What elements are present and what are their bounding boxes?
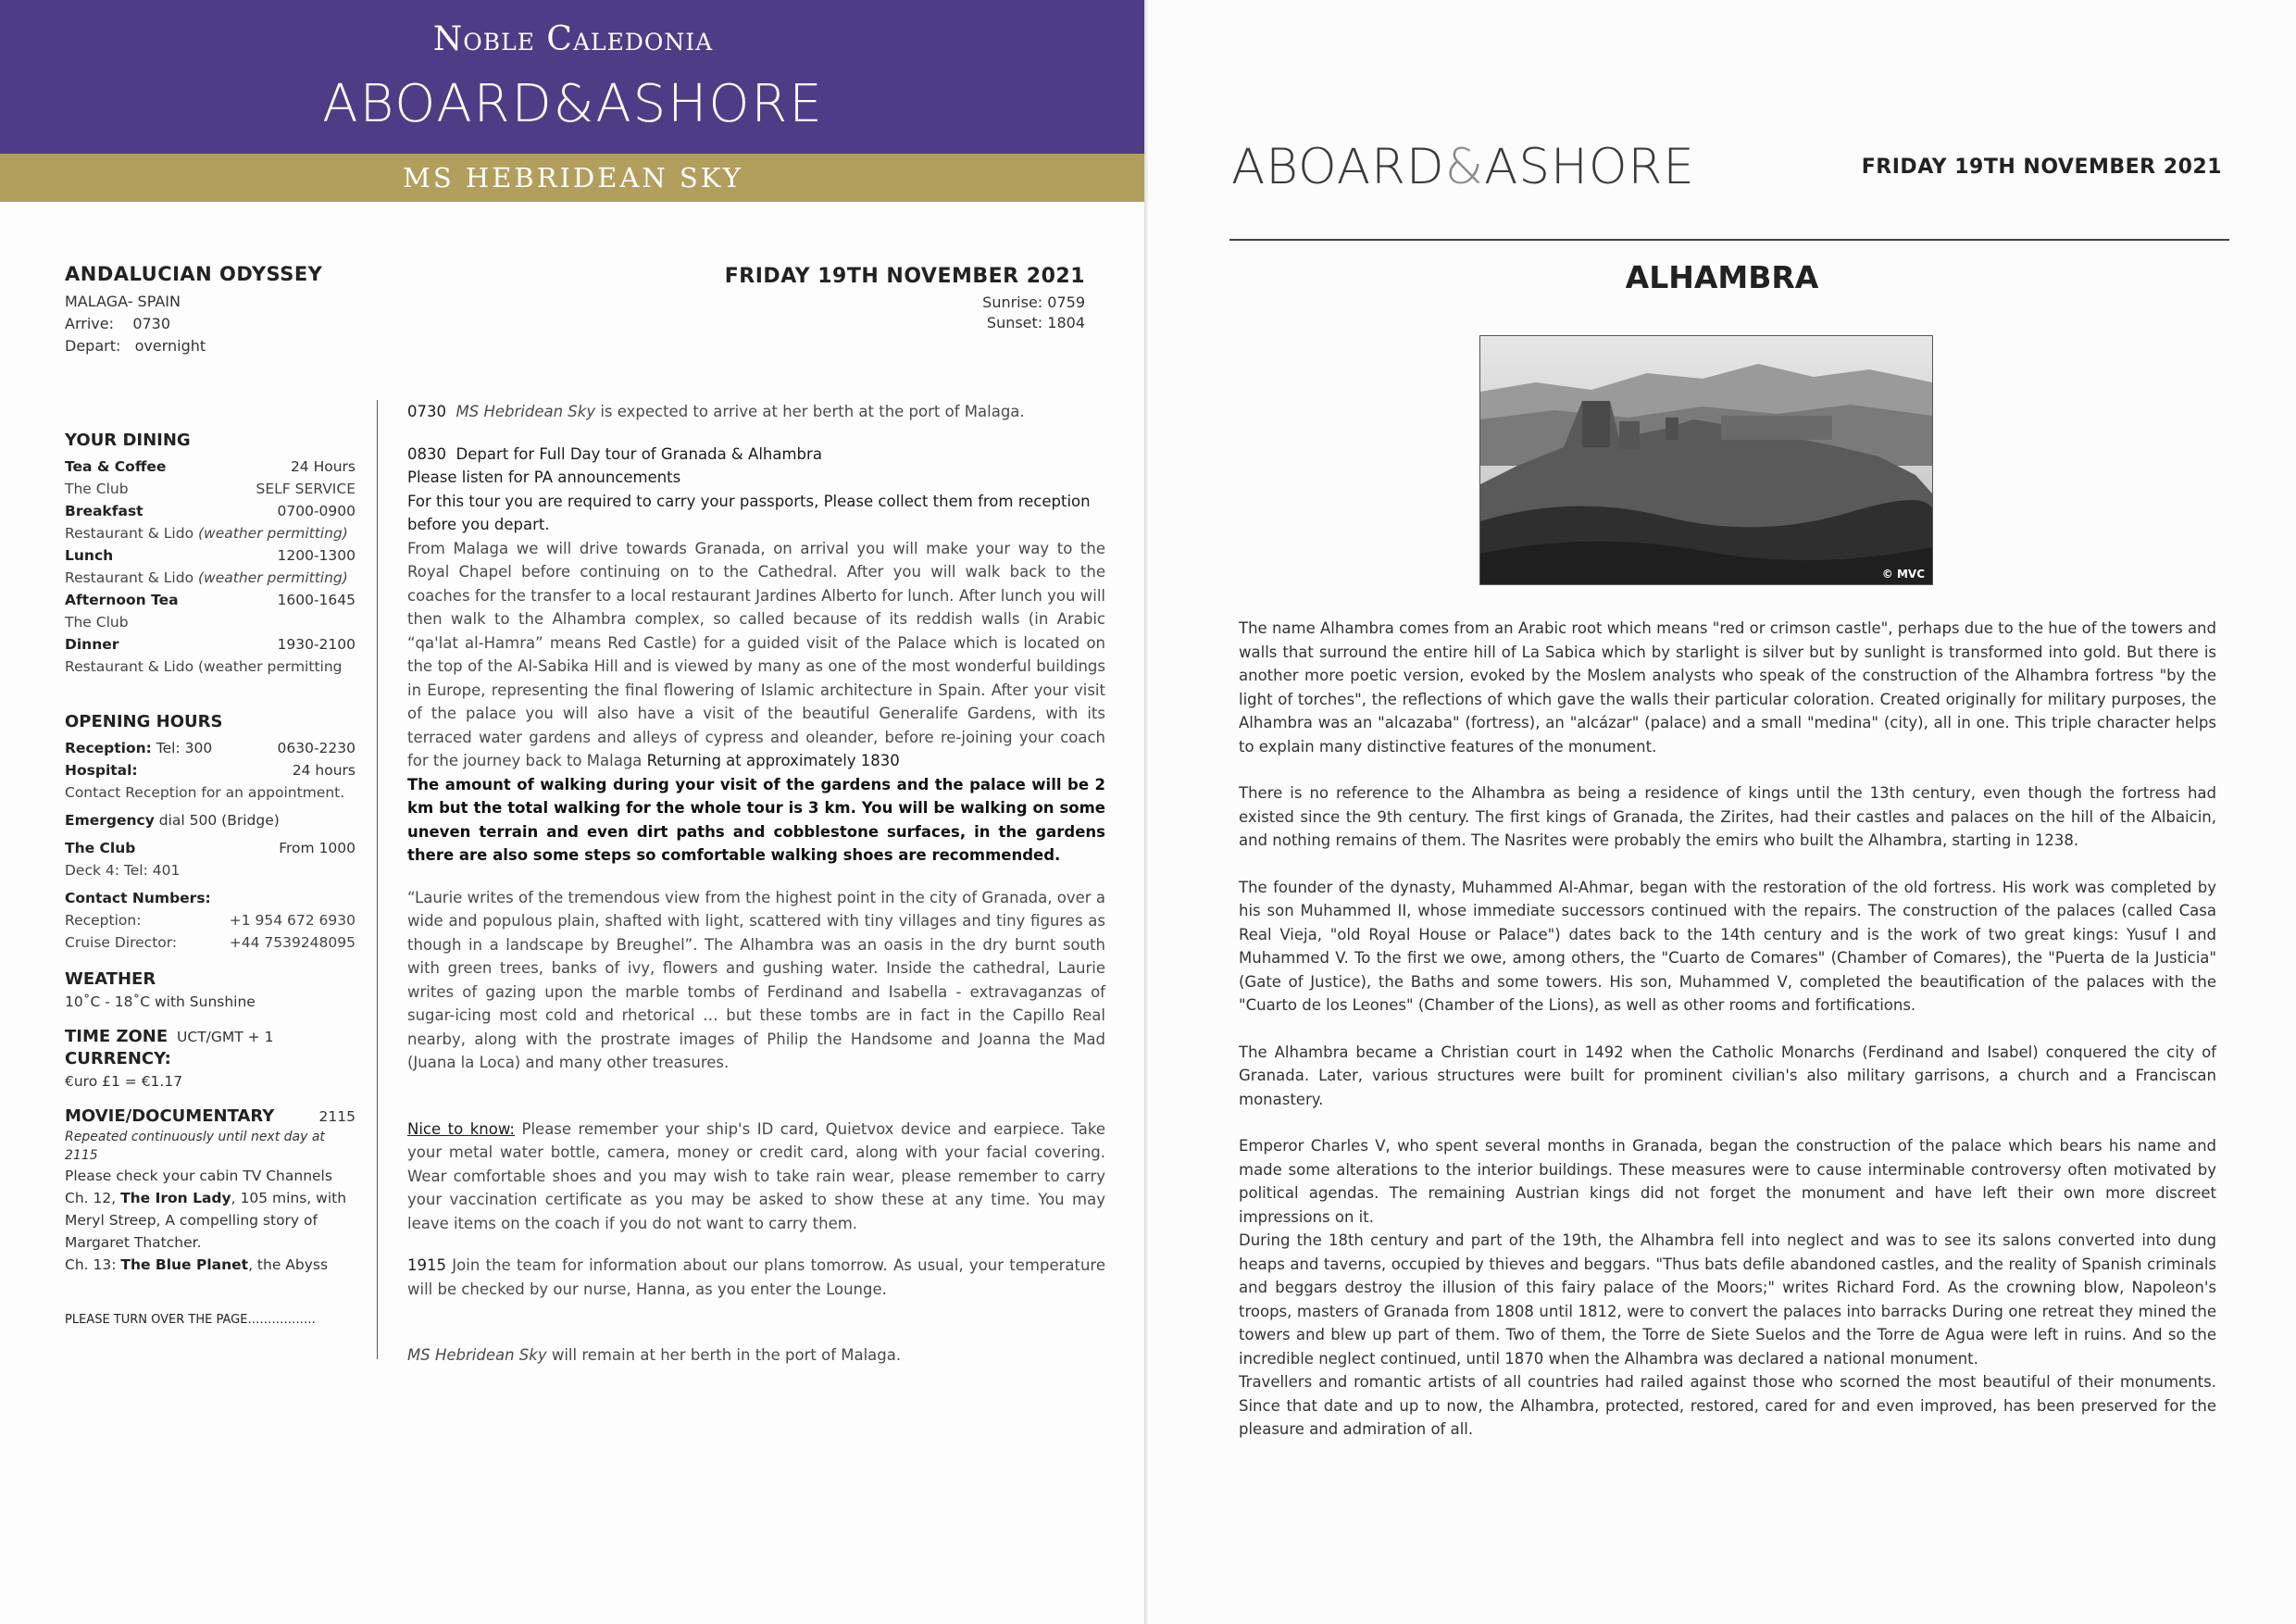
movie-heading: MOVIE/DOCUMENTARY xyxy=(65,1106,275,1126)
channel-13-title: The Blue Planet xyxy=(120,1256,249,1273)
masthead-title: ABOARD&ASHORE xyxy=(322,74,824,134)
alhambra-heading: ALHAMBRA xyxy=(1625,259,1819,295)
ship-name-bar: MS HEBRIDEAN SKY xyxy=(0,154,1146,202)
alhambra-article xyxy=(1239,617,2216,1442)
article-paragraph: During the 18th century and part of the 19th, the Alhambra fell into neglect and was to see its salons converted into dung heaps and taverns, occupied by thieves and beggars. "Thus bats defile abandoned castles, and the reality of Spanish criminals and beggars destroy the illusion of this fairy palace of the Moors;" writes Richard Ford. As the crowning blow, Napoleon's troops, masters of Granada from 1808 until 1812, were to convert the palaces into barracks During one retreat they mined the towers and blew up part of them. Two of them, the Torre de Siete Suelos and the Torre de Agua were left in ruins. And so the incredible neglect continued, until 1870 when the Alhambra was declared a national monument. xyxy=(1239,1231,2216,1368)
contact-label: Reception: xyxy=(65,912,142,929)
photo-credit: © MVC xyxy=(1881,568,1925,581)
dining-venue-note: (weather permitting) xyxy=(198,569,348,586)
contact-row xyxy=(65,931,356,954)
timezone-heading: TIME ZONE xyxy=(65,1027,168,1046)
dining-row xyxy=(65,633,356,656)
closing-ship-name: MS Hebridean Sky xyxy=(407,1346,547,1364)
ship-name-inline: MS Hebridean Sky xyxy=(455,403,596,420)
time-0830: 0830 xyxy=(407,444,446,463)
pa-announcement: Please listen for PA announcements xyxy=(407,468,681,486)
header-rule xyxy=(1229,239,2229,241)
sunrise-text: Sunrise: 0759 xyxy=(982,294,1085,311)
dining-venue: Restaurant & Lido xyxy=(65,525,194,542)
article-paragraph: Emperor Charles V, who spent several months in Granada, began the construction of the palace which bears his name and made some alterations to the interior buildings. These measures were to cause interminable controversy often motivated by political agendas. The remaining Austrian kings did not forget the monument and have left their own more discreet impressions on it. xyxy=(1239,1137,2216,1226)
dining-heading: YOUR DINING xyxy=(65,431,191,450)
contact-row xyxy=(65,909,356,931)
masthead-aboard: ABOARD xyxy=(1231,139,1445,195)
spacer xyxy=(407,1075,1105,1118)
dining-venue: The Club xyxy=(65,614,129,631)
channel-12 xyxy=(65,1187,356,1254)
channel-12-prefix: Ch. 12, xyxy=(65,1190,121,1206)
briefing-text: Join the team for information about our plans tomorrow. As usual, your temperature will be checked by our nurse, Hanna, as you enter the Lounge. xyxy=(407,1256,1105,1298)
masthead-ampersand: & xyxy=(1444,139,1485,195)
laurie-quote: “Laurie writes of the tremendous view from the highest point in the city of Granada, over a wide and populous plain, shafted with light, scattered with tiny villages and tiny figures as though in a landscape by Breughel”. The Alhambra was an oasis in the dry burnt south with green trees, banks of ivy, flowers and gushing water. Inside the cathedral, Laurie writes of gazing upon the marble tombs of Ferdinand and Isabella - extravaganzas of sugar-icing most cold and rhetorical … but these tombs are in fact in the Capillo Real nearby, along with the prostrate images of Philip the Handsome and Joanna the Mad (Juana la Loca) and many other treasures. xyxy=(407,888,1105,1071)
nice-to-know-label: Nice to know: xyxy=(407,1119,515,1138)
dining-name: Afternoon Tea xyxy=(65,592,179,608)
reception-row xyxy=(65,737,356,759)
tour-desc-text: From Malaga we will drive towards Granada, on arrival you will make your way to the Royal Chapel before continuing on to the Cathedral. After you will walk back to the coaches for the transfer to a local restaurant Jardines Alberto for lunch. After lunch you will then walk to the Alhambra complex, so called because of its reddish walls (in Arabic “qa'lat al-Hamra” means Red Castle) for a guided visit of the Palace which is located on the top of the Al-Sabika Hill and is viewed by many as one of the most wonderful buildings in Europe, representing the final flowering of Islamic architecture in Spain. After your visit of the palace you will also have a visit of the beautiful Generalife Gardens, with its terraced water gardens and alleys of cypress and oleander, before re-joining your coach for the journey back to Malaga xyxy=(407,539,1105,769)
brand-name: Noble Caledonia xyxy=(432,20,714,58)
club-label: The Club xyxy=(65,840,136,856)
weather-heading: WEATHER xyxy=(65,969,156,989)
arrival-text: is expected to arrive at her berth at the port of Malaga. xyxy=(595,403,1025,420)
channel-13 xyxy=(65,1254,356,1276)
currency-text: €uro £1 = €1.17 xyxy=(65,1073,183,1090)
currency-heading: CURRENCY: xyxy=(65,1049,171,1068)
date-text: FRIDAY 19TH NOVEMBER 2021 xyxy=(724,265,1085,288)
hours-heading: OPENING HOURS xyxy=(65,712,223,731)
right-page xyxy=(1148,0,2296,1624)
arrive-time: 0730 xyxy=(132,315,171,332)
dining-name: Tea & Coffee xyxy=(65,458,167,475)
dining-row xyxy=(65,500,356,522)
emergency-label: Emergency xyxy=(65,812,155,829)
contacts-heading: Contact Numbers: xyxy=(65,890,211,906)
info-sidebar xyxy=(65,430,356,1331)
channel-12-rest: , 105 mins, with Meryl Streep, A compelling story of Margaret Thatcher. xyxy=(65,1190,347,1251)
port-name: MALAGA- SPAIN xyxy=(65,293,181,310)
channel-13-rest: , the Abyss xyxy=(248,1256,329,1273)
hospital-label: Hospital: xyxy=(65,762,138,779)
return-time: Returning at approximately 1830 xyxy=(642,752,900,769)
movie-note: Repeated continuously until next day at 2115 xyxy=(65,1130,325,1163)
dining-time: 0700-0900 xyxy=(277,503,356,519)
movie-time: 2115 xyxy=(318,1108,356,1125)
contact-label: Cruise Director: xyxy=(65,934,178,951)
alhambra-photo xyxy=(1479,335,1933,585)
arrive-label: Arrive: xyxy=(65,315,114,332)
dining-row xyxy=(65,544,356,567)
emergency-text: dial 500 (Bridge) xyxy=(154,812,280,829)
dining-venue: Restaurant & Lido xyxy=(65,569,194,586)
cruise-info xyxy=(65,263,380,357)
depart-label: Depart: xyxy=(65,337,121,355)
passport-note: For this tour you are required to carry your passports, Please collect them from reception before you depart. xyxy=(407,492,1091,533)
club-row xyxy=(65,837,356,859)
right-date: FRIDAY 19TH NOVEMBER 2021 xyxy=(1861,156,2222,179)
right-masthead xyxy=(1231,139,1695,195)
article-paragraph: There is no reference to the Alhambra as being a residence of kings until the 13th century, even though the fortress had existed since the 9th century. The first kings of Granada, the Zirites, had their castles and palaces on the hill of the Albaicin, and nothing remains of them. The Nasrites were probably the emirs who built the Alhambra, starting in 1238. xyxy=(1239,784,2216,849)
club-note: Deck 4: Tel: 401 xyxy=(65,862,181,879)
left-page xyxy=(0,0,1146,1624)
time-1915: 1915 xyxy=(407,1256,446,1274)
dining-row xyxy=(65,589,356,611)
tour-title: Depart for Full Day tour of Granada & Alhambra xyxy=(455,444,822,463)
closing-text: will remain at her berth in the port of Malaga. xyxy=(546,1346,902,1364)
channel-12-title: The Iron Lady xyxy=(120,1190,231,1206)
reception-tel: Tel: 300 xyxy=(151,740,213,756)
club-time: From 1000 xyxy=(279,840,356,856)
article-paragraph: Travellers and romantic artists of all countries had railed against those who scorned the most beautiful of their monuments. Since that date and up to now, the Alhambra, protected, restored, cared for and even improved, has been preserved for the pleasure and admiration of all. xyxy=(1239,1373,2216,1438)
depart-time: overnight xyxy=(134,337,206,355)
masthead-ashore: ASHORE xyxy=(1484,139,1695,195)
time-0730: 0730 xyxy=(407,403,446,420)
hospital-note: Contact Reception for an appointment. xyxy=(65,784,345,801)
spacer xyxy=(407,868,1105,886)
spacer xyxy=(407,1301,1105,1343)
item-1915 xyxy=(407,1254,1105,1301)
movie-row xyxy=(65,1106,356,1128)
depart-line xyxy=(65,335,380,357)
nice-to-know-text: Please remember your ship's ID card, Quietvox device and earpiece. Take your metal water bottle, camera, money or credit card, along with your facial covering. Wear comfortable shoes and you may wish to take rain wear, please remember to carry your vaccination certificate as you may be asked to show these at any time. You may leave items on the coach if you do not want to carry them. xyxy=(407,1119,1106,1232)
dining-venue: Restaurant & Lido (weather permitting xyxy=(65,658,343,675)
dining-venue: The Club xyxy=(65,481,129,497)
dining-service: SELF SERVICE xyxy=(256,481,356,497)
date-block xyxy=(725,267,1085,333)
dining-venue-row xyxy=(65,478,356,500)
spacer xyxy=(407,1235,1105,1254)
item-0730 xyxy=(407,400,1105,424)
hospital-row xyxy=(65,759,356,781)
dining-venue-note: (weather permitting) xyxy=(198,525,348,542)
masthead-banner xyxy=(0,0,1146,154)
weather-text: 10˚C - 18˚C with Sunshine xyxy=(65,993,256,1010)
tour-description xyxy=(407,537,1105,773)
spacer xyxy=(407,424,1105,443)
walking-note: The amount of walking during your visit of the gardens and the palace will be 2 km but the total walking for the whole tour is 3 km. You will be walking on some uneven terrain and even dirt paths and cobblestone surfaces, in the gardens there are also some steps so comfortable walking shoes are recommended. xyxy=(407,775,1105,864)
contact-number: +1 954 672 6930 xyxy=(229,912,356,929)
turn-over-note: PLEASE TURN OVER THE PAGE…………….. xyxy=(65,1313,316,1327)
dining-name: Dinner xyxy=(65,636,119,653)
article-paragraph: The Alhambra became a Christian court in 1492 when the Catholic Monarchs (Ferdinand and Isabel) conquered the city of Granada. Later, various structures were built for prominent civilian's also military garrisons, a church and a Franciscan monastery. xyxy=(1239,1043,2216,1108)
timezone-line xyxy=(65,1026,356,1048)
arrive-line xyxy=(65,313,380,335)
channel-13-prefix: Ch. 13: xyxy=(65,1256,121,1273)
column-divider xyxy=(377,400,378,1359)
movie-check: Please check your cabin TV Channels xyxy=(65,1168,332,1184)
dining-venue-row xyxy=(65,567,356,589)
dining-name: Breakfast xyxy=(65,503,144,519)
cruise-name: ANDALUCIAN ODYSSEY xyxy=(65,263,323,285)
closing-note xyxy=(407,1343,1105,1368)
dining-time: 24 Hours xyxy=(290,458,356,475)
alhambra-photo-image xyxy=(1480,336,1932,584)
article-paragraph: The founder of the dynasty, Muhammed Al-Ahmar, began with the restoration of the old fortress. His work was completed by his son Muhammed II, whose immediate successors continued with the repairs. The construction of the palaces (called Casa Real Vieja, "old Royal House or Palace") dates back to the 14th century and is the work of two great kings: Yusuf I and Muhammed V. To the first we owe, among others, the "Cuarto de Comares" (Chamber of Comares), the "Puerta de la Justicia" (Gate of Justice), the Baths and some towers. His son, Muhammed V, completed the beautification of the palaces with the "Cuarto de los Leones" (Chamber of the Lions), as well as other rooms and fortifications. xyxy=(1239,878,2216,1014)
dining-time: 1200-1300 xyxy=(277,547,356,564)
contact-number: +44 7539248095 xyxy=(229,934,356,951)
reception-label: Reception: xyxy=(65,740,152,756)
reception-time: 0630-2230 xyxy=(277,740,356,756)
dining-time: 1930-2100 xyxy=(277,636,356,653)
item-0830 xyxy=(407,443,1105,467)
timezone-text: UCT/GMT + 1 xyxy=(177,1029,274,1045)
nice-to-know xyxy=(407,1118,1105,1236)
emergency-line xyxy=(65,809,356,831)
dining-row xyxy=(65,456,356,478)
itinerary-main xyxy=(407,400,1105,1368)
dining-time: 1600-1645 xyxy=(277,592,356,608)
dining-venue-row xyxy=(65,522,356,544)
hospital-time: 24 hours xyxy=(292,762,356,779)
dining-name: Lunch xyxy=(65,547,114,564)
sunset-text: Sunset: 1804 xyxy=(986,314,1085,331)
article-paragraph: The name Alhambra comes from an Arabic root which means "red or crimson castle", perhaps due to the hue of the towers and walls that surround the entire hill of La Sabica which by starlight is silver but by sunlight is transformed into gold. But there is another more poetic version, evoked by the Moslem analysts who speak of the construction of the Alhambra fortress "by the light of torches", the reflections of which gave the walls their particular coloration. Created originally for military purposes, the Alhambra was an "alcazaba" (fortress), an "alcázar" (palace) and a small "medina" (city), all in one. This triple character helps to explain many distinctive features of the monument. xyxy=(1239,619,2216,756)
